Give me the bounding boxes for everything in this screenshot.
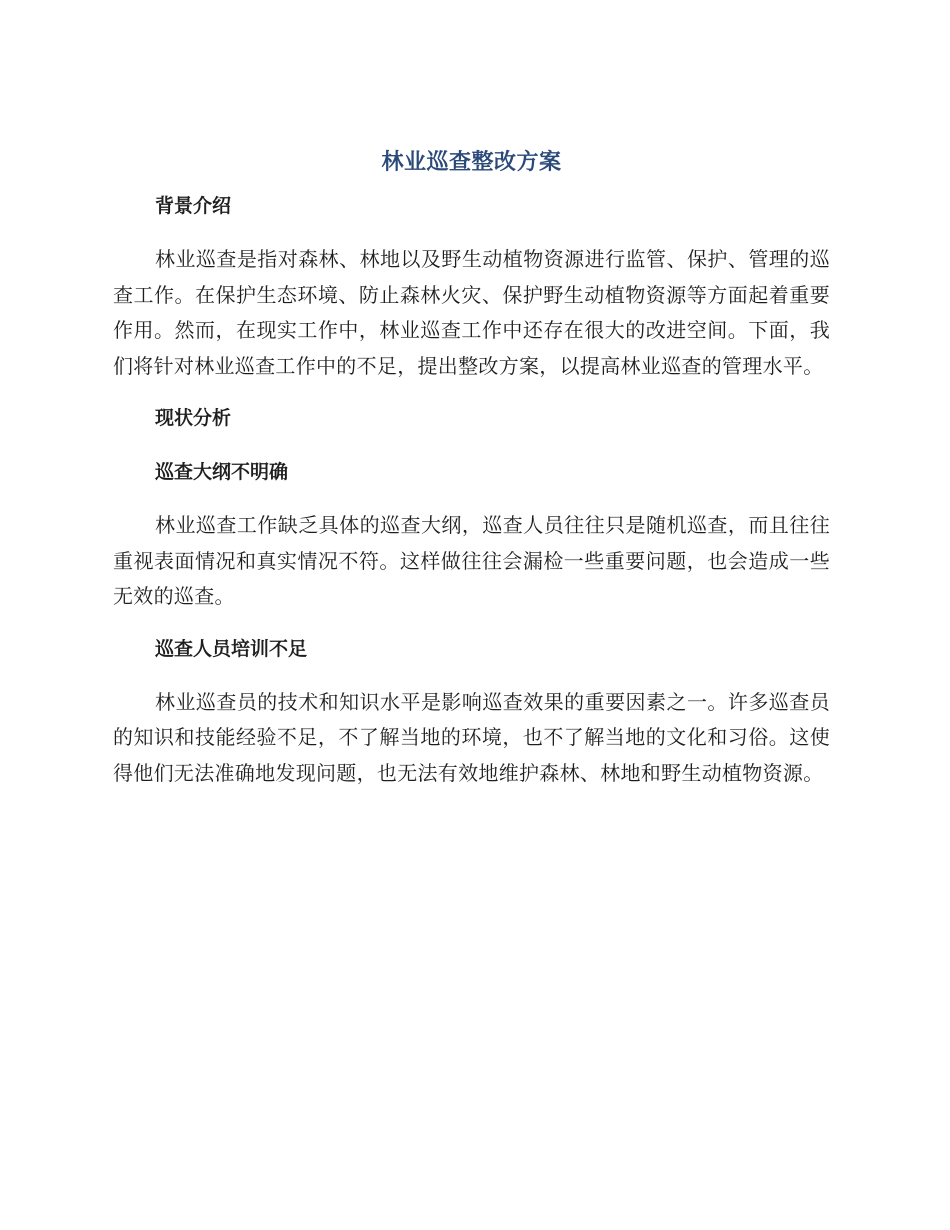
section-heading-training: 巡查人员培训不足 — [155, 637, 308, 660]
spacer — [113, 664, 830, 685]
spacer — [113, 433, 830, 457]
paragraph-background: 林业巡查是指对森林、林地以及野生动植物资源进行监管、保护、管理的巡查工作。在保护生态环境、防止森林火灾、保护野生动植物资源等方面起着重要作用。然而，在现实工作中，林业巡查工作中还存在很大的改进空间。下面，我们将针对林业巡查工作中的不足，提出整改方案，以提高林业巡查的管理水平。 — [113, 247, 830, 378]
spacer — [113, 384, 830, 403]
spacer — [113, 221, 830, 242]
spacer — [113, 487, 830, 508]
spacer — [113, 615, 830, 634]
paragraph-outline: 林业巡查工作缺乏具体的巡查大纲，巡查人员往往只是随机巡查，而且往往重视表面情况和真实情况不符。这样做往往会漏检一些重要问题，也会造成一些无效的巡查。 — [113, 513, 830, 608]
paragraph-training: 林业巡查员的技术和知识水平是影响巡查效果的重要因素之一。许多巡查员的知识和技能经验不足，不了解当地的环境，也不了解当地的文化和习俗。这使得他们无法准确地发现问题，也无法有效地维护森林、林地和野生动植物资源。 — [113, 689, 830, 785]
section-heading-status: 现状分析 — [155, 407, 232, 429]
section-heading-outline: 巡查大纲不明确 — [155, 461, 289, 483]
section-heading-background: 背景介绍 — [155, 195, 232, 217]
document-title: 林业巡查整改方案 — [381, 150, 562, 175]
document-body — [113, 143, 830, 791]
